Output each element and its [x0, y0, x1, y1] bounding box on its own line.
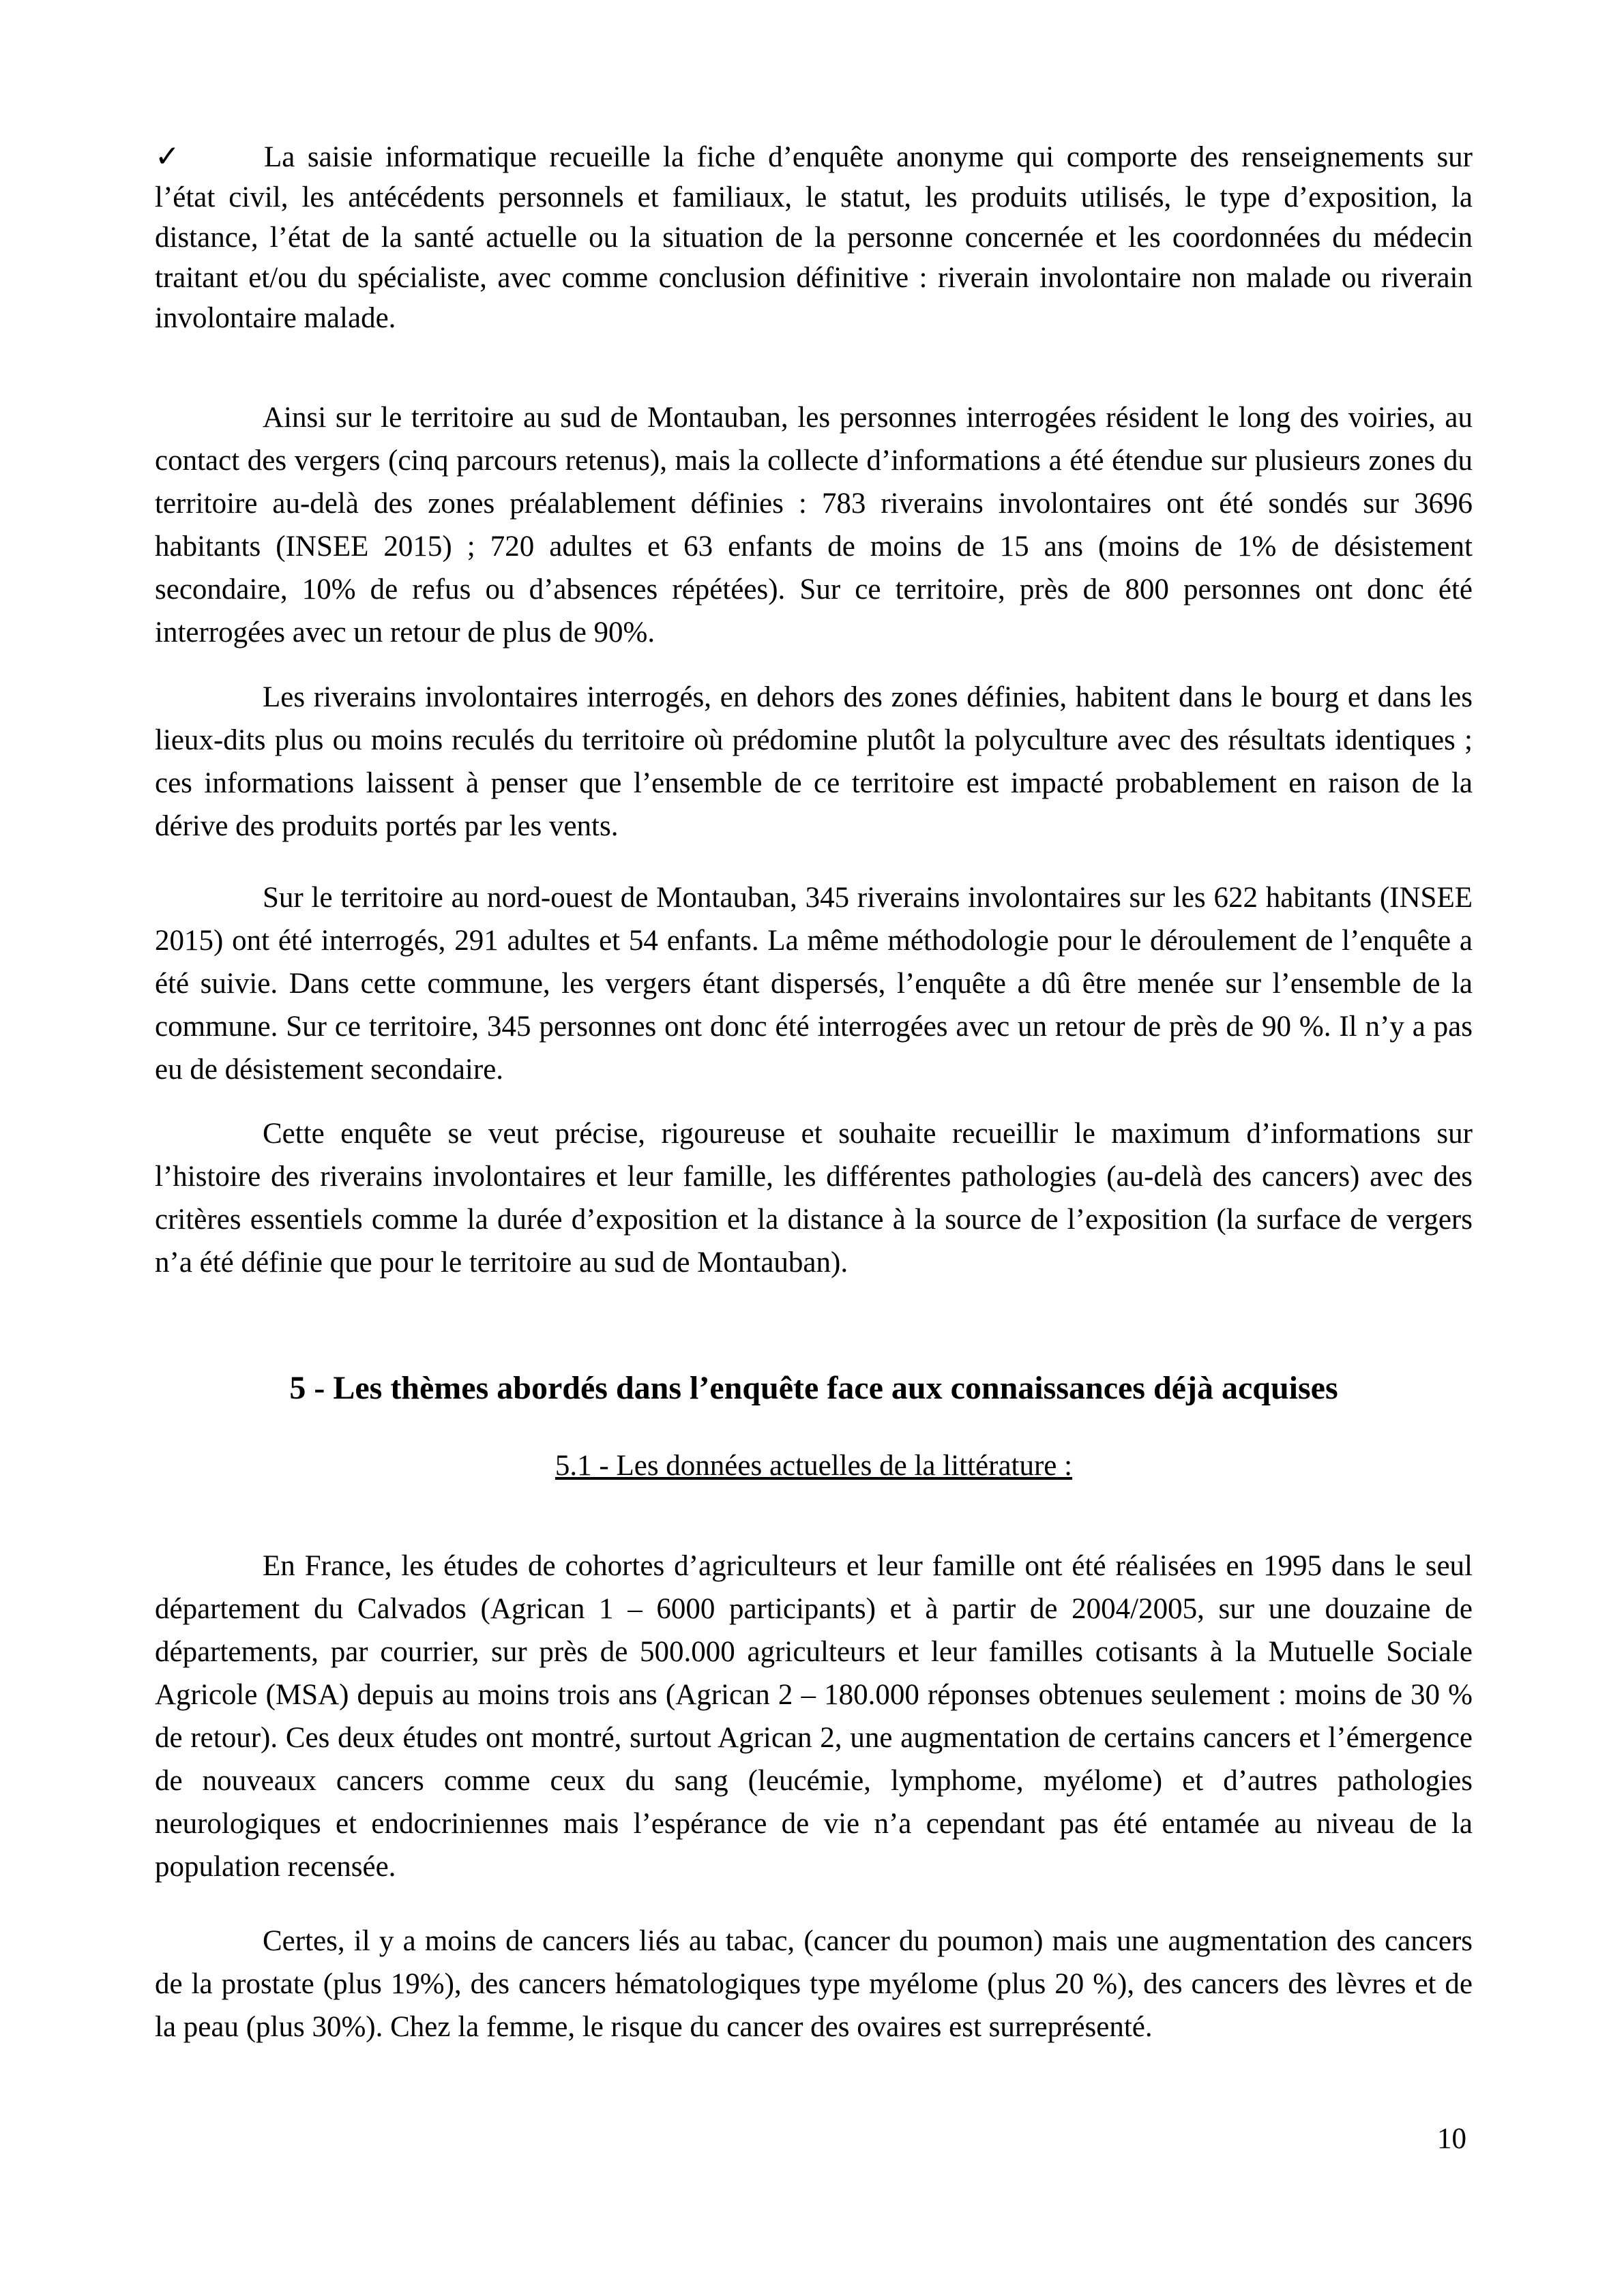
- paragraph-cancers-tabac: Certes, il y a moins de cancers liés au tabac, (cancer du poumon) mais une augmentation des cancers de la prostate (plus 19%), des cancers hématologiques type myélome (plus 20 %), des cancers des lèvres et de la peau (plus 30%). Chez la femme, le risque du cancer des ovaires est surreprésenté.: [155, 1925, 1473, 2043]
- checklist-item: [155, 136, 1473, 338]
- checkmark-icon: ✓: [155, 139, 180, 174]
- page-number: 10: [1437, 2123, 1466, 2155]
- checklist-item-text: La saisie informatique recueille la fiche d’enquête anonyme qui comporte des renseignements sur l’état civil, les antécédents personnels et familiaux, le statut, les produits utilisés, le type d’exposition, la distance, l’état de la santé actuelle ou la situation de la personne concernée et les coordonnées du médecin traitant et/ou du spécialiste, avec comme conclusion définitive : riverain involontaire non malade ou riverain involontaire malade.: [155, 141, 1473, 334]
- paragraph-enquete-precise: Cette enquête se veut précise, rigoureuse et souhaite recueillir le maximum d’informations sur l’histoire des riverains involontaires et leur famille, les différentes pathologies (au-delà des cancers) avec des critères essentiels comme la durée d’exposition et la distance à la source de l’exposition (la surface de vergers n’a été définie que pour le territoire au sud de Montauban).: [155, 1118, 1473, 1279]
- paragraph-etudes-cohortes: En France, les études de cohortes d’agriculteurs et leur famille ont été réalisées en 1995 dans le seul département du Calvados (Agrican 1 – 6000 participants) et à partir de 2004/2005, sur une douzaine de départements, par courrier, sur près de 500.000 agriculteurs et leur familles cotisants à la Mutuelle Sociale Agricole (MSA) depuis au moins trois ans (Agrican 2 – 180.000 réponses obtenues seulement : moins de 30 % de retour). Ces deux études ont montré, surtout Agrican 2, une augmentation de certains cancers et l’émergence de nouveaux cancers comme ceux du sang (leucémie, lymphome, myélome) et d’autres pathologies neurologiques et endocriniennes mais l’espérance de vie n’a cependant pas été entamée au niveau de la population recensée.: [155, 1550, 1473, 1883]
- subsection-5-1-heading: 5.1 - Les données actuelles de la littérature :: [555, 1450, 1073, 1482]
- paragraph-riverains-bourg: Les riverains involontaires interrogés, en dehors des zones définies, habitent dans le bourg et dans les lieux-dits plus ou moins reculés du territoire où prédomine plutôt la polyculture avec des résultats identiques ; ces informations laissent à penser que l’ensemble de ce territoire est impacté probablement en raison de la dérive des produits portés par les vents.: [155, 681, 1473, 842]
- section-5-heading: 5 - Les thèmes abordés dans l’enquête face aux connaissances déjà acquises: [289, 1370, 1338, 1406]
- paragraph-territoire-nord-ouest: Sur le territoire au nord-ouest de Montauban, 345 riverains involontaires sur les 622 habitants (INSEE 2015) ont été interrogés, 291 adultes et 54 enfants. La même méthodologie pour le déroulement de l’enquête a été suivie. Dans cette commune, les vergers étant dispersés, l’enquête a dû être menée sur l’ensemble de la commune. Sur ce territoire, 345 personnes ont donc été interrogées avec un retour de près de 90 %. Il n’y a pas eu de désistement secondaire.: [155, 882, 1473, 1086]
- paragraph-territoire-sud: Ainsi sur le territoire au sud de Montauban, les personnes interrogées résident le long des voiries, au contact des vergers (cinq parcours retenus), mais la collecte d’informations a été étendue sur plusieurs zones du territoire au-delà des zones préalablement définies : 783 riverains involontaires ont été sondés sur 3696 habitants (INSEE 2015) ; 720 adultes et 63 enfants de moins de 15 ans (moins de 1% de désistement secondaire, 10% de refus ou d’absences répétées). Sur ce territoire, près de 800 personnes ont donc été interrogées avec un retour de plus de 90%.: [155, 402, 1473, 648]
